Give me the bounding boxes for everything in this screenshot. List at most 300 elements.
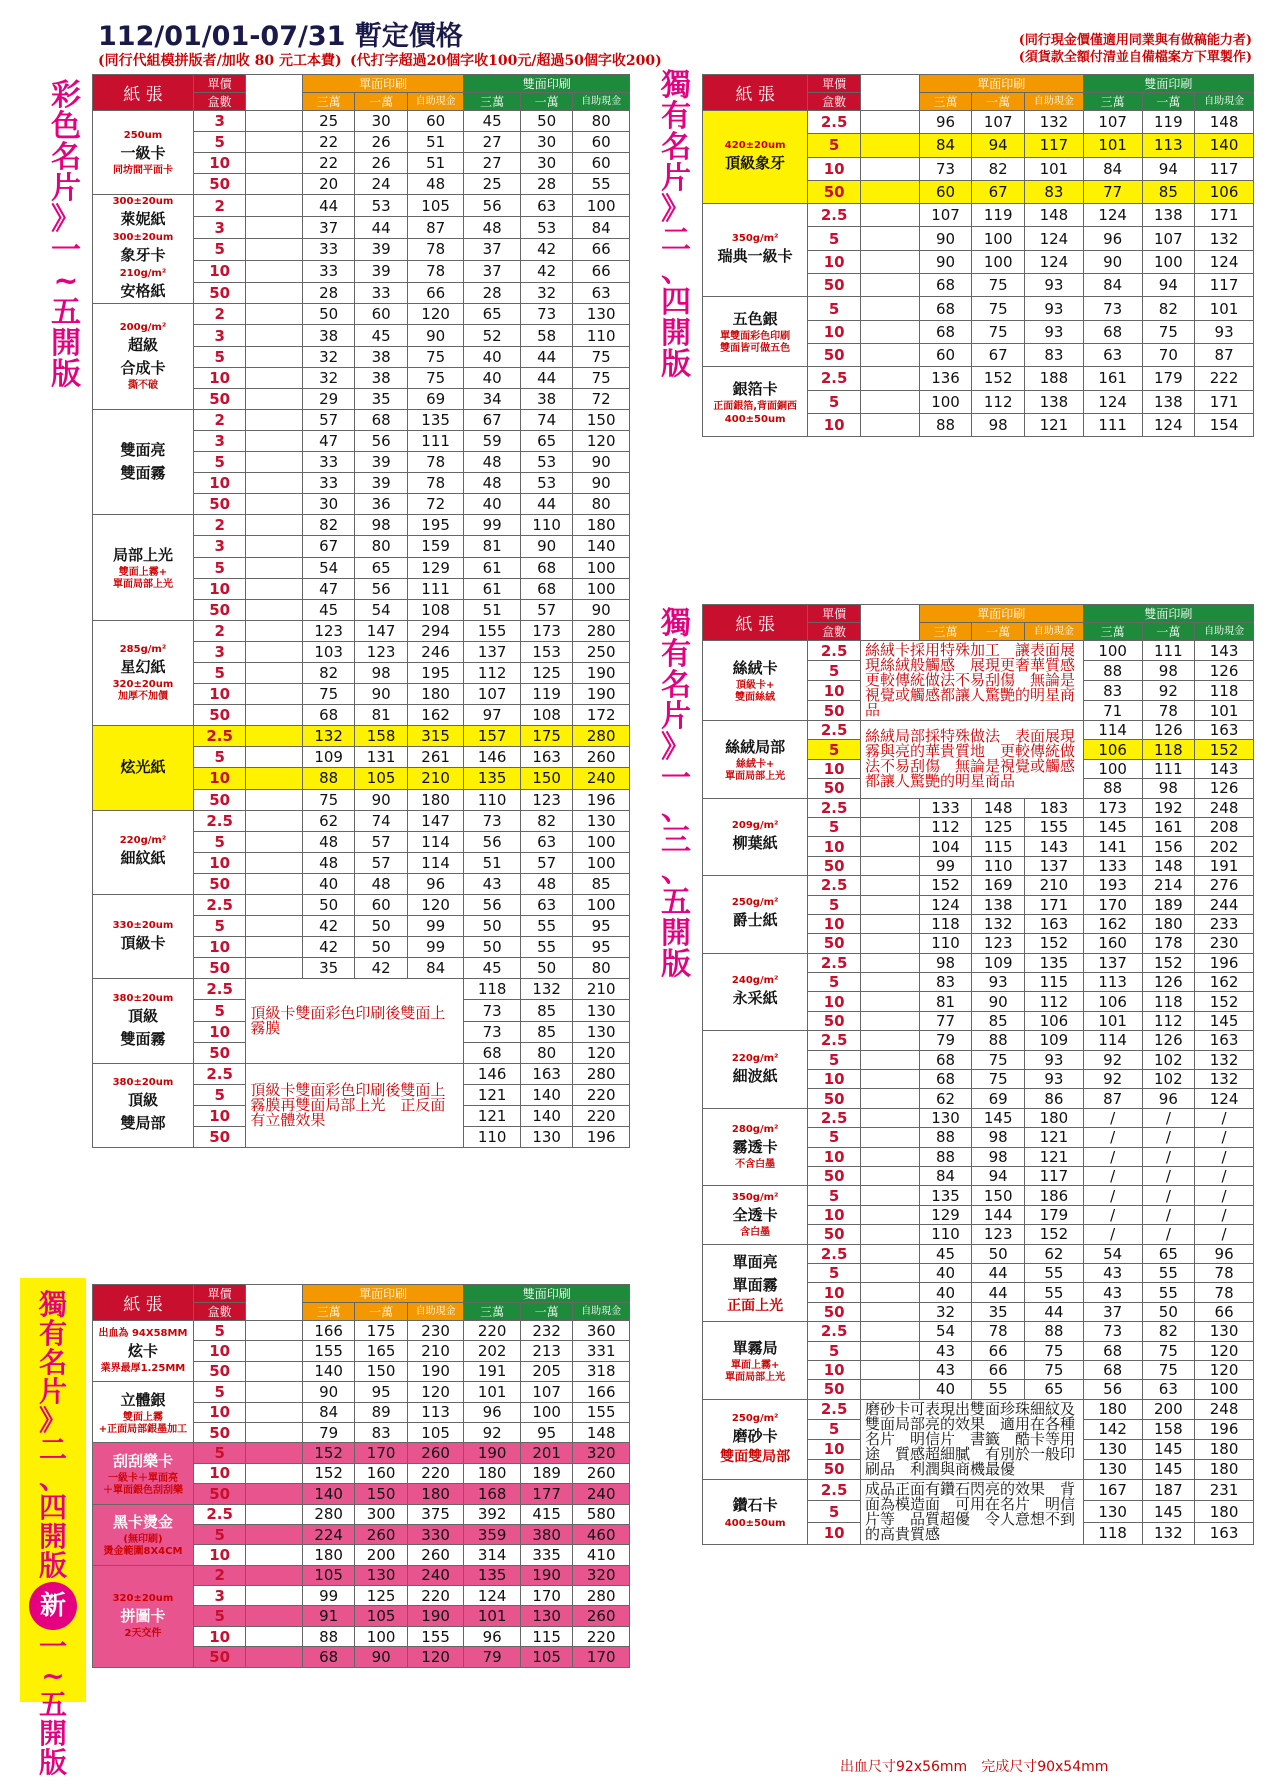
qty-cell: 2.5 <box>808 1244 861 1263</box>
qty-cell: 2.5 <box>808 641 861 661</box>
price-cell: 66 <box>573 238 630 260</box>
qty-cell: 5 <box>808 895 861 914</box>
price-cell: 83 <box>1025 180 1084 203</box>
price-cell: 220 <box>407 1463 464 1483</box>
price-cell: 186 <box>1025 1186 1084 1205</box>
price-cell: 130 <box>1083 1439 1142 1459</box>
price-cell: / <box>1195 1166 1254 1185</box>
table-row <box>93 726 630 747</box>
price-cell: 133 <box>1083 856 1142 875</box>
qty-cell: 10 <box>193 473 245 494</box>
qty-cell: 50 <box>193 494 245 515</box>
price-cell: 155 <box>1025 817 1084 836</box>
price-cell: 580 <box>573 1504 630 1524</box>
price-cell: 190 <box>407 1606 464 1626</box>
price-cell: 85 <box>1142 180 1195 203</box>
qty-cell: 50 <box>808 180 861 203</box>
price-cell: 380 <box>520 1524 572 1544</box>
qty-cell: 5 <box>808 740 861 759</box>
price-cell: 75 <box>972 1070 1025 1089</box>
price-cell: 205 <box>520 1361 572 1381</box>
price-cell: 48 <box>302 831 354 852</box>
qty-cell: 2.5 <box>808 367 861 390</box>
price-cell: 56 <box>464 831 521 852</box>
price-cell: 53 <box>520 473 572 494</box>
qty-cell: 10 <box>193 937 245 958</box>
price-cell: 68 <box>1083 1341 1142 1360</box>
price-cell: 82 <box>302 662 354 683</box>
price-cell: 196 <box>573 789 630 810</box>
paper-name: 五色銀 單雙面彩色印刷 雙面皆可做五色 <box>703 297 808 367</box>
qty-cell: 3 <box>193 430 245 451</box>
price-cell: 130 <box>355 1565 407 1585</box>
price-table-left-1: 紙 張 單價 單面印刷 雙面印刷 盒數 三萬 一萬 自助現金 三萬 一萬 自助現金 250um 一級卡 同坊間平面卡 3 25 30 60 45 50 80 5 22 26 51 27 30 60 10 22 26 51 27 30 60 50 20 24 48 25 28 55 300±20um 萊妮紙 300±20um 象牙卡 210g/m² 安格紙 2 44 53 105 56 63 100 3 37 44 87 48 53 84 5 33 39 78 37 42 66 10 33 39 78 37 42 66 50 28 33 66 28 32 63 200g/m² 超級 合成卡 撕不破 2 50 60 120 65 73 130 3 38 45 90 52 58 110 5 32 38 75 40 44 75 10 32 38 75 40 44 75 50 29 35 69 34 38 72 雙面亮 雙面霧 2 57 68 135 67 74 150 3 47 56 111 59 65 120 5 33 39 78 48 53 90 10 33 39 78 48 53 90 50 30 36 72 40 44 80 局部上光 雙面上霧+ 單面局部上光 2 82 98 195 99 110 180 3 67 80 159 81 90 140 5 54 65 129 61 68 100 10 47 56 111 61 68 100 50 45 54 108 51 57 90 285g/m² 星幻紙 320±20um 加厚不加價 2 123 147 294 155 173 280 3 103 123 246 137 153 250 5 82 98 195 112 125 190 10 75 90 180 107 119 190 50 68 81 162 97 108 172 炫光紙 2.5 132 158 315 157 175 280 5 109 131 261 146 163 260 10 88 105 210 135 150 240 50 75 90 180 110 123 196 220g/m² 細紋紙 2.5 62 74 147 73 82 130 5 48 57 114 56 63 100 10 48 57 114 51 57 100 50 40 48 96 43 48 85 330±20um 頂級卡 2.5 50 60 120 56 63 100 5 42 50 99 50 55 95 10 42 50 99 50 55 95 50 35 42 84 45 50 80 380±20um 頂級 雙面霧 2.5 頂級卡雙面彩色印刷後雙面上霧膜 118 132 210 5 73 85 130 10 73 85 130 50 68 80 120 380±20um 頂級 雙局部 2.5 頂級卡雙面彩色印刷後雙面上霧膜再雙面局部上光 正反面有立體效果 146 163 280 5 121 140 220 10 121 140 220 50 110 130 196 <box>92 74 630 1148</box>
price-cell: 166 <box>573 1382 630 1402</box>
price-cell: 210 <box>573 979 630 1000</box>
price-cell: 30 <box>520 132 572 153</box>
price-cell: 244 <box>1195 895 1254 914</box>
qty-cell: 5 <box>193 916 245 937</box>
price-cell: 72 <box>407 494 464 515</box>
paper-name: 380±20um 頂級 雙面霧 <box>93 979 194 1063</box>
qty-cell: 5 <box>193 1443 245 1463</box>
price-cell: 120 <box>407 895 464 916</box>
qty-cell: 50 <box>808 701 861 721</box>
price-cell: 38 <box>302 325 354 346</box>
price-cell: 28 <box>302 282 354 304</box>
price-cell: 53 <box>355 195 407 217</box>
price-cell: 81 <box>464 536 521 557</box>
price-cell: 90 <box>355 684 407 705</box>
price-cell: 123 <box>355 641 407 662</box>
price-cell: 231 <box>1195 1479 1254 1501</box>
price-cell: 121 <box>1025 1128 1084 1147</box>
price-cell: 110 <box>573 325 630 346</box>
price-cell: 110 <box>972 856 1025 875</box>
price-cell: 180 <box>1195 1459 1254 1479</box>
price-cell: 107 <box>520 1382 572 1402</box>
price-cell: / <box>1195 1128 1254 1147</box>
price-cell: 82 <box>1142 1322 1195 1341</box>
qty-cell: 5 <box>193 1321 245 1341</box>
price-cell: 77 <box>919 1011 972 1030</box>
qty-cell: 10 <box>808 1070 861 1089</box>
qty-cell: 2.5 <box>193 1063 245 1084</box>
price-cell: 132 <box>1195 227 1254 250</box>
price-cell: 154 <box>1195 413 1254 436</box>
price-cell: 47 <box>302 430 354 451</box>
table-row <box>703 1399 1254 1419</box>
price-cell: 113 <box>1142 134 1195 157</box>
price-cell: / <box>1083 1147 1142 1166</box>
price-cell: 114 <box>407 852 464 873</box>
paper-name: 單霧局 單面上霧+ 單面局部上光 <box>703 1322 808 1400</box>
price-cell: 102 <box>1142 1050 1195 1069</box>
price-cell: 88 <box>302 1626 354 1646</box>
price-cell: 101 <box>464 1606 521 1626</box>
qty-cell: 10 <box>193 1021 245 1042</box>
price-cell: 112 <box>1025 992 1084 1011</box>
price-cell: 73 <box>1083 1322 1142 1341</box>
price-cell: 108 <box>520 705 572 726</box>
price-cell: 180 <box>1142 914 1195 933</box>
price-cell: 115 <box>972 837 1025 856</box>
table-row <box>93 895 630 916</box>
price-cell: 112 <box>464 662 521 683</box>
price-cell: 138 <box>1025 390 1084 413</box>
price-cell: 38 <box>520 388 572 409</box>
price-cell: 177 <box>520 1484 572 1504</box>
price-cell: 81 <box>919 992 972 1011</box>
price-cell: 155 <box>407 1626 464 1646</box>
qty-cell: 5 <box>193 747 245 768</box>
price-cell: 68 <box>1083 320 1142 343</box>
qty-cell: 10 <box>808 250 861 273</box>
price-cell: 78 <box>407 260 464 282</box>
qty-cell: 50 <box>808 1225 861 1244</box>
price-cell: 90 <box>355 789 407 810</box>
price-cell: 159 <box>407 536 464 557</box>
price-cell: 113 <box>1083 973 1142 992</box>
table-row <box>703 204 1254 227</box>
price-cell: 240 <box>407 1565 464 1585</box>
price-cell: 98 <box>355 662 407 683</box>
price-cell: 130 <box>573 810 630 831</box>
qty-cell: 10 <box>193 260 245 282</box>
price-cell: 163 <box>520 1063 572 1084</box>
price-cell: 100 <box>520 1402 572 1422</box>
price-cell: 39 <box>355 238 407 260</box>
price-cell: 42 <box>355 958 407 979</box>
price-cell: 75 <box>573 367 630 388</box>
price-cell: 148 <box>1025 204 1084 227</box>
price-cell: 60 <box>407 111 464 132</box>
price-cell: 163 <box>1195 1031 1254 1050</box>
price-cell: 96 <box>919 111 972 134</box>
price-cell: 70 <box>1142 343 1195 366</box>
price-cell: 36 <box>355 494 407 515</box>
price-cell: 55 <box>1142 1263 1195 1282</box>
price-cell: 90 <box>972 992 1025 1011</box>
price-cell: 107 <box>1083 111 1142 134</box>
table-row <box>93 810 630 831</box>
price-cell: / <box>1083 1128 1142 1147</box>
price-cell: 83 <box>1025 343 1084 366</box>
price-cell: 88 <box>919 1147 972 1166</box>
price-cell: 111 <box>1142 759 1195 778</box>
product-note: 磨砂卡可表現出雙面珍珠細紋及雙面局部亮的效果 適用在各種名片 明信片 書籤 酷卡等用途 質感超細膩 有別於一般印刷品 利潤與商機最優 <box>860 1399 1083 1479</box>
qty-cell: 2 <box>193 1565 245 1585</box>
price-cell: 220 <box>573 1105 630 1126</box>
price-cell: 124 <box>1195 1089 1254 1108</box>
price-cell: 75 <box>972 320 1025 343</box>
qty-cell: 2.5 <box>193 895 245 916</box>
qty-cell: 2.5 <box>808 953 861 972</box>
price-cell: 88 <box>919 1128 972 1147</box>
paper-name: 炫光紙 <box>93 726 194 810</box>
price-cell: 190 <box>464 1443 521 1463</box>
price-cell: 65 <box>520 430 572 451</box>
price-cell: 33 <box>302 452 354 473</box>
price-cell: 100 <box>573 852 630 873</box>
qty-cell: 10 <box>808 1522 861 1544</box>
page-title: 112/01/01-07/31 暫定價格 <box>98 21 463 52</box>
qty-cell: 2.5 <box>808 1031 861 1050</box>
price-cell: 75 <box>302 789 354 810</box>
price-cell: 112 <box>972 390 1025 413</box>
price-cell: 180 <box>302 1545 354 1565</box>
price-cell: 163 <box>1195 721 1254 740</box>
price-cell: 315 <box>407 726 464 747</box>
qty-cell: 50 <box>808 1089 861 1108</box>
price-cell: 51 <box>464 852 521 873</box>
paper-name: 209g/m² 柳葉紙 <box>703 798 808 876</box>
qty-cell: 3 <box>193 325 245 346</box>
price-cell: 78 <box>407 452 464 473</box>
table-row <box>703 1186 1254 1205</box>
price-cell: 132 <box>302 726 354 747</box>
price-cell: 260 <box>407 1443 464 1463</box>
price-cell: 22 <box>302 153 354 174</box>
price-cell: 42 <box>302 937 354 958</box>
price-cell: 260 <box>573 1606 630 1626</box>
price-cell: 54 <box>919 1322 972 1341</box>
price-cell: 143 <box>1025 837 1084 856</box>
price-cell: 189 <box>1142 895 1195 914</box>
price-cell: 124 <box>464 1586 521 1606</box>
price-cell: 131 <box>355 747 407 768</box>
price-cell: 113 <box>407 1402 464 1422</box>
price-cell: 196 <box>1195 1419 1254 1439</box>
price-cell: 140 <box>573 536 630 557</box>
qty-cell: 50 <box>808 934 861 953</box>
price-cell: 172 <box>573 705 630 726</box>
price-cell: 180 <box>1025 1108 1084 1127</box>
price-cell: 78 <box>1195 1283 1254 1302</box>
price-cell: 84 <box>1083 157 1142 180</box>
paper-name: 380±20um 頂級 雙局部 <box>93 1063 194 1147</box>
price-cell: 74 <box>355 810 407 831</box>
price-cell: 130 <box>1083 1501 1142 1523</box>
paper-name: 200g/m² 超級 合成卡 撕不破 <box>93 304 194 409</box>
price-cell: 93 <box>1025 297 1084 320</box>
price-cell: 84 <box>302 1402 354 1422</box>
price-cell: 124 <box>1083 390 1142 413</box>
qty-cell: 10 <box>808 1283 861 1302</box>
price-cell: 330 <box>407 1524 464 1544</box>
price-cell: 62 <box>1025 1244 1084 1263</box>
price-cell: 152 <box>1025 1225 1084 1244</box>
price-cell: 168 <box>464 1484 521 1504</box>
price-cell: 63 <box>1142 1380 1195 1399</box>
price-cell: 105 <box>355 768 407 789</box>
price-cell: 68 <box>355 409 407 430</box>
price-cell: 50 <box>972 1244 1025 1263</box>
price-cell: 240 <box>573 1484 630 1504</box>
price-cell: 45 <box>355 325 407 346</box>
price-cell: 135 <box>464 1565 521 1585</box>
price-cell: 260 <box>355 1524 407 1544</box>
price-cell: 106 <box>1025 1011 1084 1030</box>
price-cell: 27 <box>464 132 521 153</box>
price-cell: 145 <box>1083 817 1142 836</box>
price-cell: 161 <box>1142 817 1195 836</box>
price-cell: 73 <box>919 157 972 180</box>
price-cell: 99 <box>302 1586 354 1606</box>
price-cell: 213 <box>520 1341 572 1361</box>
price-cell: 59 <box>464 430 521 451</box>
paper-name: 280g/m² 霧透卡 不含白墨 <box>703 1108 808 1186</box>
price-cell: 123 <box>302 620 354 641</box>
price-cell: 44 <box>520 346 572 367</box>
price-cell: 90 <box>573 473 630 494</box>
price-cell: 132 <box>1142 1522 1195 1544</box>
price-cell: 145 <box>972 1108 1025 1127</box>
price-cell: / <box>1083 1225 1142 1244</box>
paper-name: 250g/m² 磨砂卡 雙面雙局部 <box>703 1399 808 1479</box>
price-cell: 65 <box>1142 1244 1195 1263</box>
paper-name: 350g/m² 全透卡 含白墨 <box>703 1186 808 1244</box>
price-cell: 94 <box>972 134 1025 157</box>
qty-cell: 5 <box>808 390 861 413</box>
paper-name: 330±20um 頂級卡 <box>93 895 194 979</box>
price-cell: 44 <box>1025 1302 1084 1321</box>
qty-cell: 10 <box>193 684 245 705</box>
price-cell: 24 <box>355 174 407 195</box>
price-cell: 153 <box>520 641 572 662</box>
price-cell: 25 <box>464 174 521 195</box>
paper-name: 絲絨局部 絲絨卡+ 單面局部上光 <box>703 721 808 799</box>
price-cell: 37 <box>302 217 354 239</box>
price-cell: 460 <box>573 1524 630 1544</box>
price-cell: 47 <box>302 578 354 599</box>
table-row <box>703 1244 1254 1263</box>
price-cell: 50 <box>1142 1302 1195 1321</box>
price-cell: 26 <box>355 132 407 153</box>
price-cell: 222 <box>1195 367 1254 390</box>
price-cell: 68 <box>919 1050 972 1069</box>
price-cell: 83 <box>1083 681 1142 701</box>
price-cell: 35 <box>355 388 407 409</box>
price-cell: 75 <box>1025 1360 1084 1379</box>
price-cell: 173 <box>520 620 572 641</box>
qty-cell: 2.5 <box>808 1399 861 1419</box>
price-cell: 169 <box>972 876 1025 895</box>
price-cell: 107 <box>972 111 1025 134</box>
price-cell: 163 <box>1025 914 1084 933</box>
price-cell: 152 <box>972 367 1025 390</box>
price-cell: 111 <box>407 578 464 599</box>
price-cell: 42 <box>302 916 354 937</box>
qty-cell: 2 <box>193 409 245 430</box>
price-cell: 92 <box>1142 681 1195 701</box>
price-cell: 30 <box>355 111 407 132</box>
price-cell: 54 <box>355 599 407 620</box>
qty-cell: 5 <box>193 1382 245 1402</box>
label-left-2: 獨 有 名 片 》 二 、 四 開 版 新 一 ~ 五 開 版 <box>28 1290 78 1777</box>
table-row <box>703 721 1254 740</box>
qty-cell: 50 <box>808 856 861 875</box>
price-cell: 100 <box>1083 641 1142 661</box>
qty-cell: 10 <box>808 320 861 343</box>
qty-cell: 10 <box>808 157 861 180</box>
price-cell: 90 <box>520 536 572 557</box>
price-cell: 114 <box>407 831 464 852</box>
product-note: 絲絨卡採用特殊加工 讓表面展現絲絨般觸感 展現更奢華質感 更較傳統做法不易刮傷 無論是視覺或觸感都讓人驚艷的明星商品 <box>860 641 1083 721</box>
price-cell: 121 <box>464 1084 521 1105</box>
table-row <box>703 953 1254 972</box>
table-row <box>703 641 1254 661</box>
qty-cell: 2.5 <box>808 876 861 895</box>
price-cell: 66 <box>1195 1302 1254 1321</box>
price-cell: 90 <box>919 250 972 273</box>
qty-cell: 50 <box>193 1484 245 1504</box>
qty-cell: 5 <box>808 1263 861 1282</box>
price-cell: 196 <box>1195 953 1254 972</box>
price-cell: 45 <box>464 958 521 979</box>
price-cell: 175 <box>355 1321 407 1341</box>
qty-cell: 10 <box>808 1147 861 1166</box>
table-row <box>93 620 630 641</box>
paper-name: 絲絨卡 頂級卡+ 雙面絲絨 <box>703 641 808 721</box>
price-cell: 165 <box>355 1341 407 1361</box>
price-cell: 180 <box>407 1484 464 1504</box>
price-cell: 44 <box>520 367 572 388</box>
price-cell: 123 <box>520 789 572 810</box>
price-cell: 95 <box>520 1422 572 1442</box>
qty-cell: 5 <box>193 831 245 852</box>
price-cell: 40 <box>919 1263 972 1282</box>
price-cell: 30 <box>302 494 354 515</box>
qty-cell: 2 <box>193 304 245 325</box>
price-cell: 145 <box>1195 1011 1254 1030</box>
price-cell: 137 <box>1025 856 1084 875</box>
price-cell: 79 <box>919 1031 972 1050</box>
price-cell: 100 <box>573 557 630 578</box>
price-cell: 152 <box>919 876 972 895</box>
price-cell: 260 <box>573 747 630 768</box>
price-cell: 106 <box>1083 992 1142 1011</box>
price-cell: 61 <box>464 557 521 578</box>
price-cell: 101 <box>1025 157 1084 180</box>
price-cell: 57 <box>520 852 572 873</box>
price-cell: 132 <box>972 914 1025 933</box>
price-cell: / <box>1142 1147 1195 1166</box>
price-cell: 96 <box>1195 1244 1254 1263</box>
price-cell: 80 <box>520 1042 572 1063</box>
table-row <box>703 876 1254 895</box>
price-cell: 152 <box>1195 740 1254 759</box>
price-cell: 75 <box>972 274 1025 297</box>
price-cell: 65 <box>1025 1380 1084 1399</box>
price-cell: 150 <box>520 768 572 789</box>
price-cell: 84 <box>919 1166 972 1185</box>
price-cell: 148 <box>573 1422 630 1442</box>
qty-cell: 5 <box>808 1419 861 1439</box>
qty-cell: 3 <box>193 641 245 662</box>
price-cell: / <box>1142 1166 1195 1185</box>
qty-cell: 50 <box>193 958 245 979</box>
price-cell: 48 <box>302 852 354 873</box>
paper-name: 銀箔卡 正面銀箔,背面銅西 400±50um <box>703 367 808 437</box>
price-cell: 29 <box>302 388 354 409</box>
price-cell: 112 <box>1142 1011 1195 1030</box>
price-cell: 132 <box>1025 111 1084 134</box>
price-cell: 66 <box>407 282 464 304</box>
price-cell: 75 <box>1142 320 1195 343</box>
price-cell: 240 <box>573 768 630 789</box>
price-cell: 44 <box>972 1263 1025 1282</box>
